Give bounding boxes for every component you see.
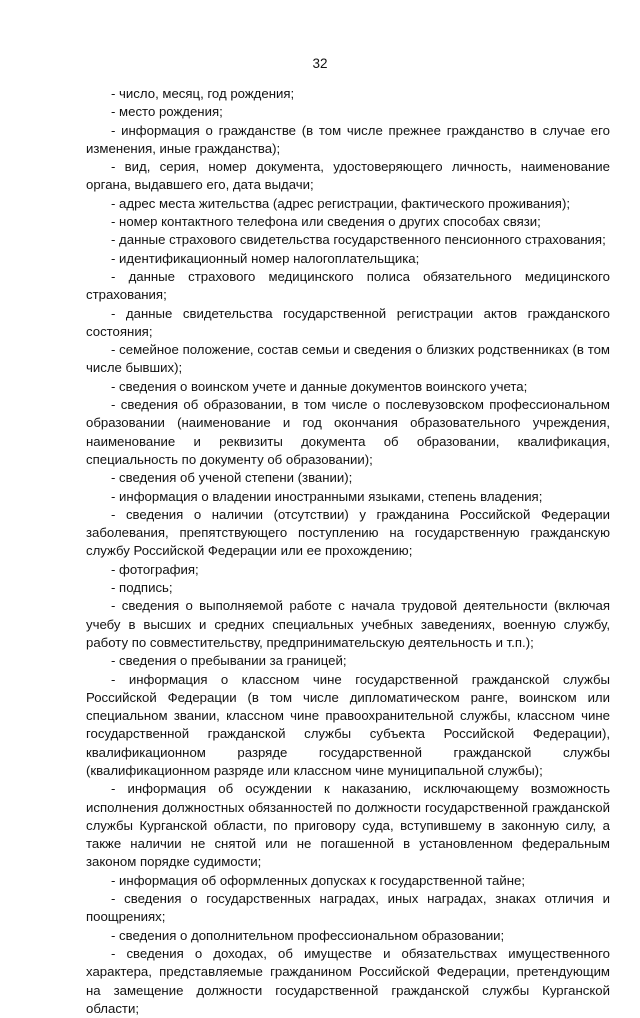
list-item: - вид, серия, номер документа, удостоверяющего личность, наименование органа, выдавшего его, дата выдачи; (86, 159, 610, 193)
list-item: - информация о владении иностранными языками, степень владения; (111, 488, 543, 504)
list-item: - фотография; (111, 561, 199, 577)
list-item: - место рождения; (111, 104, 223, 120)
list-item: - данные свидетельства государственной регистрации актов гражданского состояния; (86, 305, 610, 339)
list-item: - информация о классном чине государственной гражданской службы Российской Федерации (в том числе дипломатическом ранге, воинском или специальном звании, классном чине правоохранительной службы, классном чине государственной гражданской службы субъекта Российской Федерации), квалификационном разряде государственной гражданской службы (квалификационном разряде или классном чине муниципальной службы); (86, 671, 610, 778)
list-item: - идентификационный номер налогоплательщика; (111, 250, 420, 266)
list-item: - сведения о доходах, об имуществе и обязательствах имущественного характера, представляемые гражданином Российской Федерации, претендующим на замещение должности государственной гражданской службы Курганской области; (86, 945, 610, 1016)
list-item: - адрес места жительства (адрес регистрации, фактического проживания); (111, 195, 570, 211)
list-item: - семейное положение, состав семьи и сведения о близких родственниках (в том числе бывших); (86, 342, 610, 376)
list-item: - сведения о воинском учете и данные документов воинского учета; (111, 378, 528, 394)
list-item: - сведения о пребывании за границей; (111, 653, 347, 669)
list-item: - сведения о дополнительном профессиональном образовании; (111, 927, 505, 943)
list-item: - данные страхового медицинского полиса обязательного медицинского страхования; (86, 268, 610, 303)
list-item: - данные страхового свидетельства государственного пенсионного страхования; (111, 232, 606, 248)
list-item: - сведения об образовании, в том числе о послевузовском профессиональном образовании (наименование и год окончания образовательного учреждения, наименование и реквизиты документа об образовании, квалификация, специальность по документу об образовании); (86, 397, 610, 467)
list-item: - информация об осуждении к наказанию, исключающему возможность исполнения должностных обязанностей по должности государственной гражданской службы Курганской области, по приговору суда, вступившему в законную силу, а также наличии не снятой или не погашенной в установленном федеральным законом порядке судимости; (86, 781, 610, 870)
list-item: - информация об оформленных допусках к государственной тайне; (111, 872, 526, 888)
list-item: - число, месяц, год рождения; (111, 86, 295, 101)
list-item: - сведения о наличии (отсутствии) у гражданина Российской Федерации заболевания, препятствующего поступлению на государственную гражданскую службу Российской Федерации или ее прохождению; (86, 506, 610, 559)
list-item: - информация о гражданстве (в том числе прежнее гражданство в случае его изменения, иные гражданства); (86, 122, 610, 156)
page-number: 32 (312, 56, 328, 71)
list-item: - подпись; (111, 580, 173, 596)
list-item: - номер контактного телефона или сведения о других способах связи; (111, 214, 541, 230)
list-item: - сведения о выполняемой работе с начала трудовой деятельности (включая учебу в высших и средних специальных учебных заведениях, военную службу, работу по совместительству, предпринимательскую деятельность и т.п.); (86, 598, 610, 650)
list-item: - сведения о государственных наградах, иных наградах, знаках отличия и поощрениях; (86, 891, 610, 925)
document-body (86, 85, 610, 1018)
list-item: - сведения об ученой степени (звании); (111, 470, 353, 486)
